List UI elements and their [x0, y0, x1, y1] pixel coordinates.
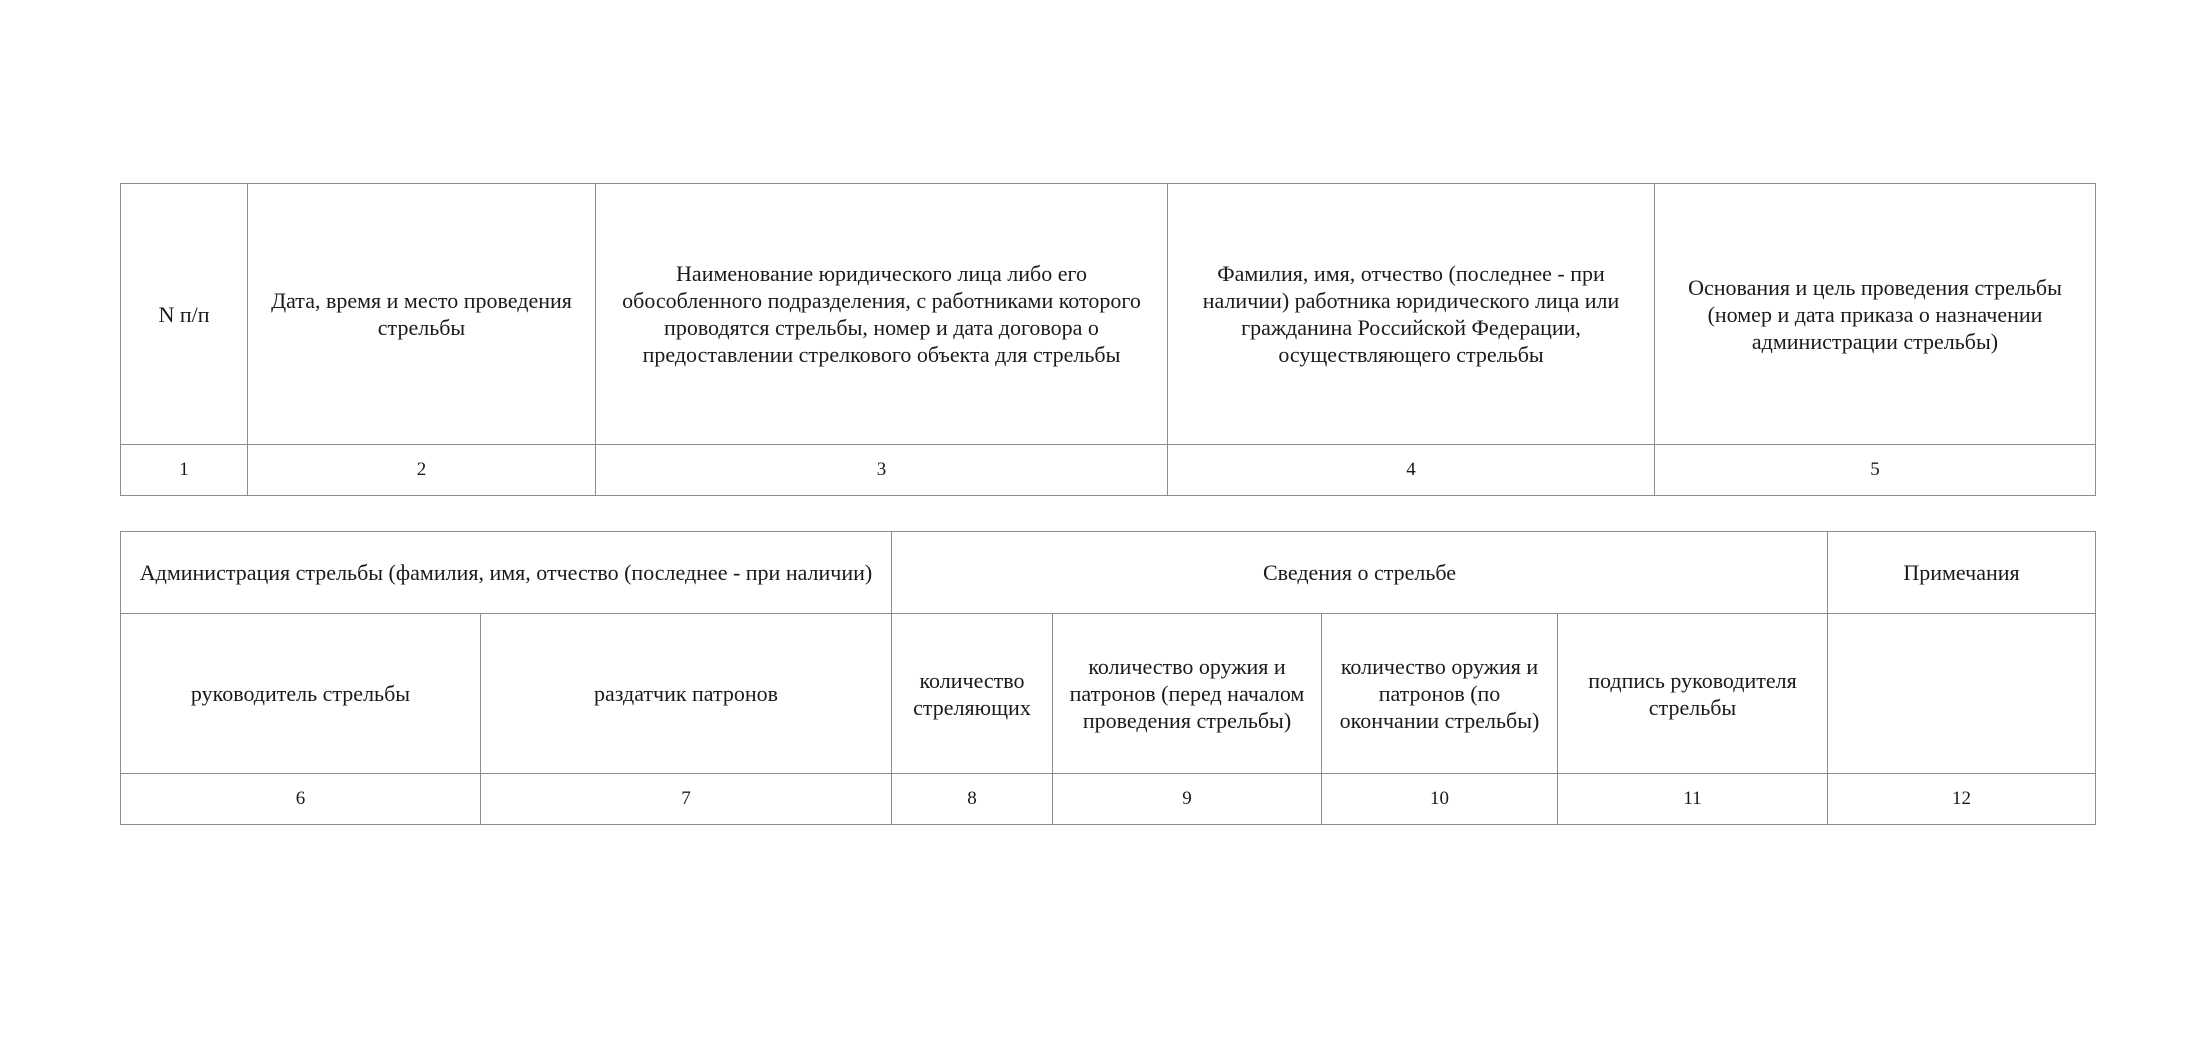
shooting-register-table-bottom [120, 531, 2096, 825]
column-number: 1 [121, 445, 248, 496]
column-number: 2 [248, 445, 596, 496]
header-row-number: N п/п [121, 184, 248, 445]
header-shooters-count: количество стреляющих [892, 614, 1053, 774]
header-date-time-place: Дата, время и место проведения стрельбы [248, 184, 596, 445]
column-number: 5 [1655, 445, 2096, 496]
column-number: 10 [1322, 774, 1558, 825]
header-administration: Администрация стрельбы (фамилия, имя, отчество (последнее - при наличии) [121, 532, 892, 614]
column-number: 3 [596, 445, 1168, 496]
group-header-row [121, 532, 2096, 614]
column-number-row [121, 445, 2096, 496]
header-leader-signature: подпись руководителя стрельбы [1558, 614, 1828, 774]
header-shooting-leader: руководитель стрельбы [121, 614, 481, 774]
header-shooting-info: Сведения о стрельбе [892, 532, 1828, 614]
column-number: 12 [1828, 774, 2096, 825]
column-number: 11 [1558, 774, 1828, 825]
column-number: 8 [892, 774, 1053, 825]
header-basis-purpose: Основания и цель проведения стрельбы (номер и дата приказа о назначении администрации стрельбы) [1655, 184, 2096, 445]
column-number: 7 [481, 774, 892, 825]
header-cartridge-dispenser: раздатчик патронов [481, 614, 892, 774]
column-number: 9 [1053, 774, 1322, 825]
header-notes: Примечания [1828, 532, 2096, 614]
header-row [121, 184, 2096, 445]
column-number: 4 [1168, 445, 1655, 496]
column-number-row [121, 774, 2096, 825]
header-employee-name: Фамилия, имя, отчество (последнее - при наличии) работника юридического лица или гражданина Российской Федерации, осуществляющего стрельбы [1168, 184, 1655, 445]
header-weapons-after: количество оружия и патронов (по окончании стрельбы) [1322, 614, 1558, 774]
shooting-register-table-top [120, 183, 2096, 496]
header-weapons-before: количество оружия и патронов (перед началом проведения стрельбы) [1053, 614, 1322, 774]
header-notes-blank [1828, 614, 2096, 774]
subheader-row [121, 614, 2096, 774]
column-number: 6 [121, 774, 481, 825]
header-legal-entity: Наименование юридического лица либо его обособленного подразделения, с работниками которого проводятся стрельбы, номер и дата договора о предоставлении стрелкового объекта для стрельбы [596, 184, 1168, 445]
